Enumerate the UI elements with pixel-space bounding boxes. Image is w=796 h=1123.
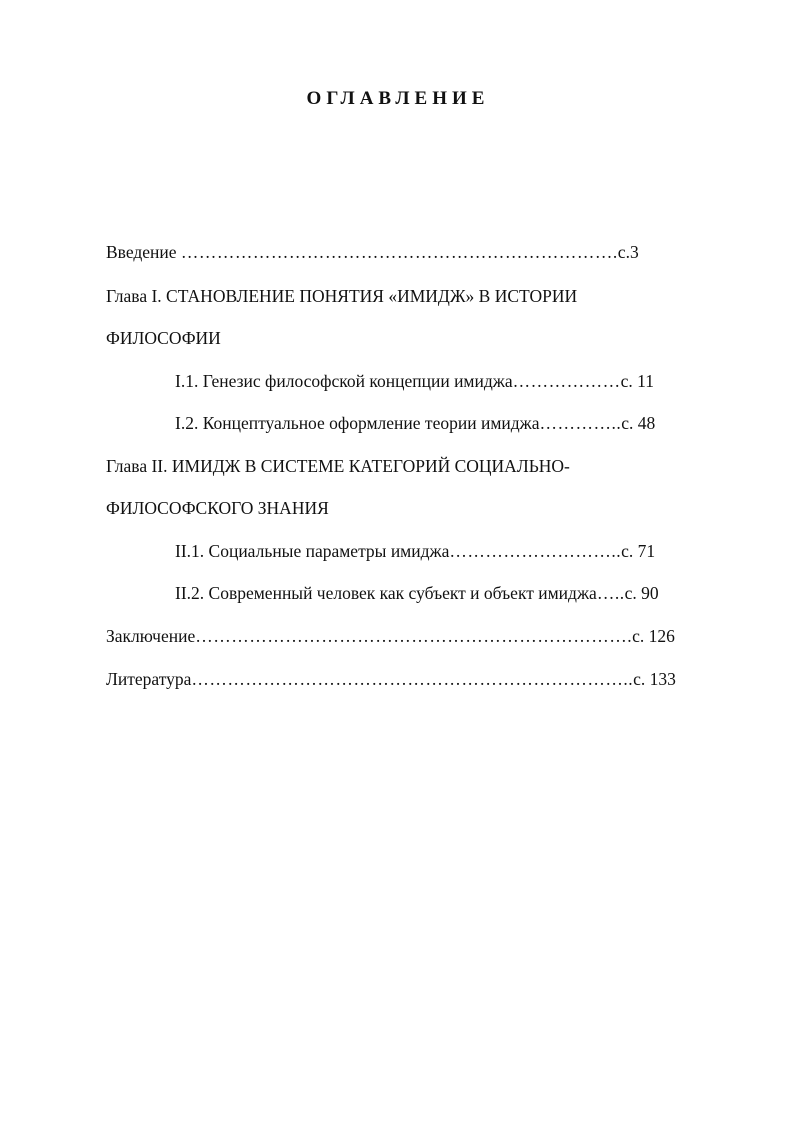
toc-leader-dots: ………………………………………………………………. <box>195 626 633 646</box>
toc-entry-label: Литература <box>106 669 192 689</box>
toc-entry-section-1-2[interactable] <box>175 412 655 434</box>
toc-entry-label: I.2. Концептуальное оформление теории имиджа <box>175 413 540 433</box>
toc-entry-label: Введение <box>106 242 181 262</box>
toc-entry-section-1-1[interactable] <box>175 370 654 392</box>
toc-chapter-1-title-cont[interactable]: ФИЛОСОФИИ <box>106 328 221 348</box>
toc-leader-dots: ….. <box>596 583 625 603</box>
page-title: ОГЛАВЛЕНИЕ <box>306 88 490 109</box>
toc-page-number: с. 126 <box>632 626 675 646</box>
toc-entry-conclusion[interactable] <box>106 625 675 647</box>
toc-page-number: с. 90 <box>624 583 659 603</box>
toc-page-number: с. 71 <box>621 541 656 561</box>
toc-page-number: с. 11 <box>620 371 655 391</box>
toc-leader-dots: ……………………………………………………………….. <box>191 669 634 689</box>
toc-page-number: с. 133 <box>633 669 676 689</box>
toc-chapter-1-title[interactable]: Глава I. СТАНОВЛЕНИЕ ПОНЯТИЯ «ИМИДЖ» В ИСТОРИИ <box>106 286 578 306</box>
toc-leader-dots: ………….. <box>539 413 622 433</box>
toc-chapter-2-title-cont[interactable]: ФИЛОСОФСКОГО ЗНАНИЯ <box>106 498 329 518</box>
toc-entry-section-2-2[interactable] <box>175 582 659 604</box>
toc-entry-section-2-1[interactable] <box>175 540 655 562</box>
toc-entry-label: Заключение <box>106 626 196 646</box>
toc-entry-label: I.1. Генезис философской концепции имиджа <box>175 371 513 391</box>
toc-leader-dots: ……………… <box>512 371 621 391</box>
toc-leader-dots: ……………………….. <box>449 541 622 561</box>
toc-entry-literature[interactable] <box>106 668 676 690</box>
toc-entry-label: II.1. Социальные параметры имиджа <box>175 541 450 561</box>
toc-chapter-2-title[interactable]: Глава II. ИМИДЖ В СИСТЕМЕ КАТЕГОРИЙ СОЦИАЛЬНО- <box>106 456 570 476</box>
toc-leader-dots: ………………………………………………………………. <box>180 242 618 262</box>
toc-page-number: с. 48 <box>621 413 656 433</box>
toc-entry-intro[interactable] <box>106 241 639 263</box>
toc-page-number: с.3 <box>617 242 639 262</box>
toc-entry-label: II.2. Современный человек как субъект и объект имиджа <box>175 583 597 603</box>
